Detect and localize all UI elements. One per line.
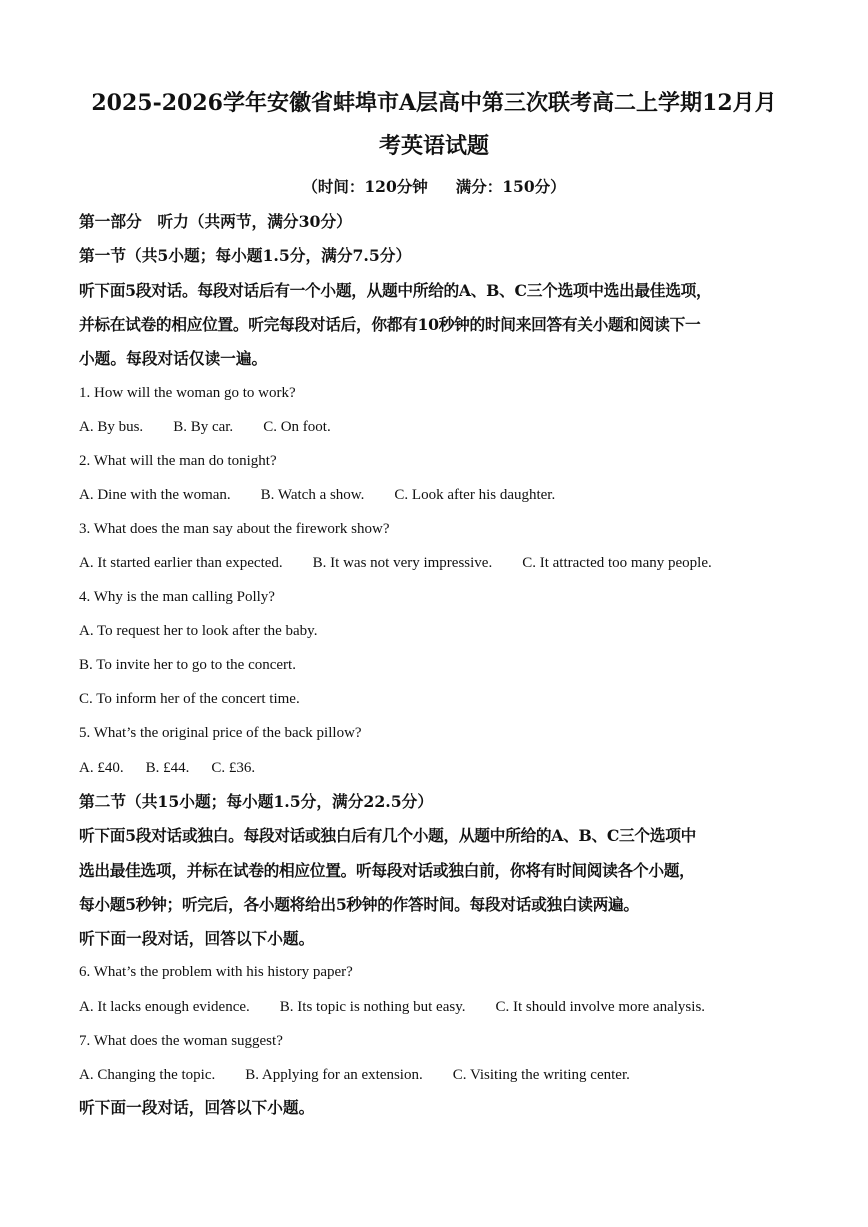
section-2-instruction-line: 选出最佳选项，并标在试卷的相应位置。听每段对话或独白前，你将有时间阅读各个小题， (79, 861, 695, 880)
answer-option: A. By bus. (79, 419, 144, 435)
answer-option: B. To invite her to go to the concert. (79, 657, 296, 673)
question-options (79, 417, 331, 437)
question-options (79, 997, 705, 1017)
answer-option: A. To request her to look after the baby. (79, 623, 318, 639)
section-1-heading: 第一节（共5小题；每小题1.5分，满分7.5分） (79, 246, 412, 265)
question-stem: 4. Why is the man calling Polly? (79, 589, 275, 605)
answer-option: C. Visiting the writing center. (452, 1067, 630, 1083)
part-1-heading: 第一部分 听力（共两节，满分30分） (79, 212, 352, 231)
answer-option: B. By car. (173, 419, 234, 435)
question-stem: 5. What’s the original price of the back pillow? (79, 725, 362, 741)
question-stem: 1. How will the woman go to work? (79, 385, 296, 401)
question-stem: 2. What will the man do tonight? (79, 453, 277, 469)
answer-option: C. On foot. (263, 419, 331, 435)
answer-option: A. Changing the topic. (79, 1067, 216, 1083)
exam-title-line-2: 考英语试题 (378, 133, 489, 159)
answer-option: B. Its topic is nothing but easy. (279, 999, 466, 1015)
answer-option: A. It started earlier than expected. (79, 555, 283, 571)
question-options (79, 553, 712, 573)
section-2-instruction-line: 每小题5秒钟；听完后，各小题将给出5秒钟的作答时间。每段对话或独白读两遍。 (79, 895, 639, 914)
answer-option: B. Applying for an extension. (245, 1067, 423, 1083)
answer-option: C. It attracted too many people. (522, 555, 712, 571)
answer-option: B. Watch a show. (260, 487, 365, 503)
answer-option: C. To inform her of the concert time. (79, 691, 300, 707)
answer-option: C. £36. (211, 760, 256, 776)
section-2-instruction-line: 听下面5段对话或独白。每段对话或独白后有几个小题，从题中所给的A、B、C三个选项中 (79, 826, 696, 845)
dialogue-prompt: 听下面一段对话，回答以下小题。 (79, 1098, 315, 1117)
exam-title-line-1: 2025-2026学年安徽省蚌埠市A层高中第三次联考高二上学期12月月 (91, 90, 777, 116)
section-1-instruction-line: 小题。每段对话仅读一遍。 (79, 349, 268, 368)
exam-total-score: 满分：150分） (455, 177, 566, 196)
question-options (79, 758, 255, 778)
answer-option: C. Look after his daughter. (394, 487, 556, 503)
answer-option: A. It lacks enough evidence. (79, 999, 250, 1015)
exam-time: （时间：120分钟 (302, 177, 428, 196)
dialogue-prompt: 听下面一段对话，回答以下小题。 (79, 929, 315, 948)
section-1-instruction-line: 听下面5段对话。每段对话后有一个小题，从题中所给的A、B、C三个选项中选出最佳选项， (79, 281, 712, 300)
answer-option: B. It was not very impressive. (312, 555, 493, 571)
question-options (79, 1065, 630, 1085)
answer-option: A. £40. (79, 760, 124, 776)
answer-option: A. Dine with the woman. (79, 487, 231, 503)
question-options (79, 485, 555, 505)
question-stem: 3. What does the man say about the firework show? (79, 521, 390, 537)
question-stem: 6. What’s the problem with his history paper? (79, 964, 353, 980)
section-2-heading: 第二节（共15小题；每小题1.5分，满分22.5分） (79, 792, 434, 811)
answer-option: B. £44. (145, 760, 190, 776)
exam-time-and-score (70, 176, 798, 198)
section-1-instruction-line: 并标在试卷的相应位置。听完每段对话后，你都有10秒钟的时间来回答有关小题和阅读下一 (79, 315, 701, 334)
answer-option: C. It should involve more analysis. (495, 999, 706, 1015)
question-stem: 7. What does the woman suggest? (79, 1033, 283, 1049)
